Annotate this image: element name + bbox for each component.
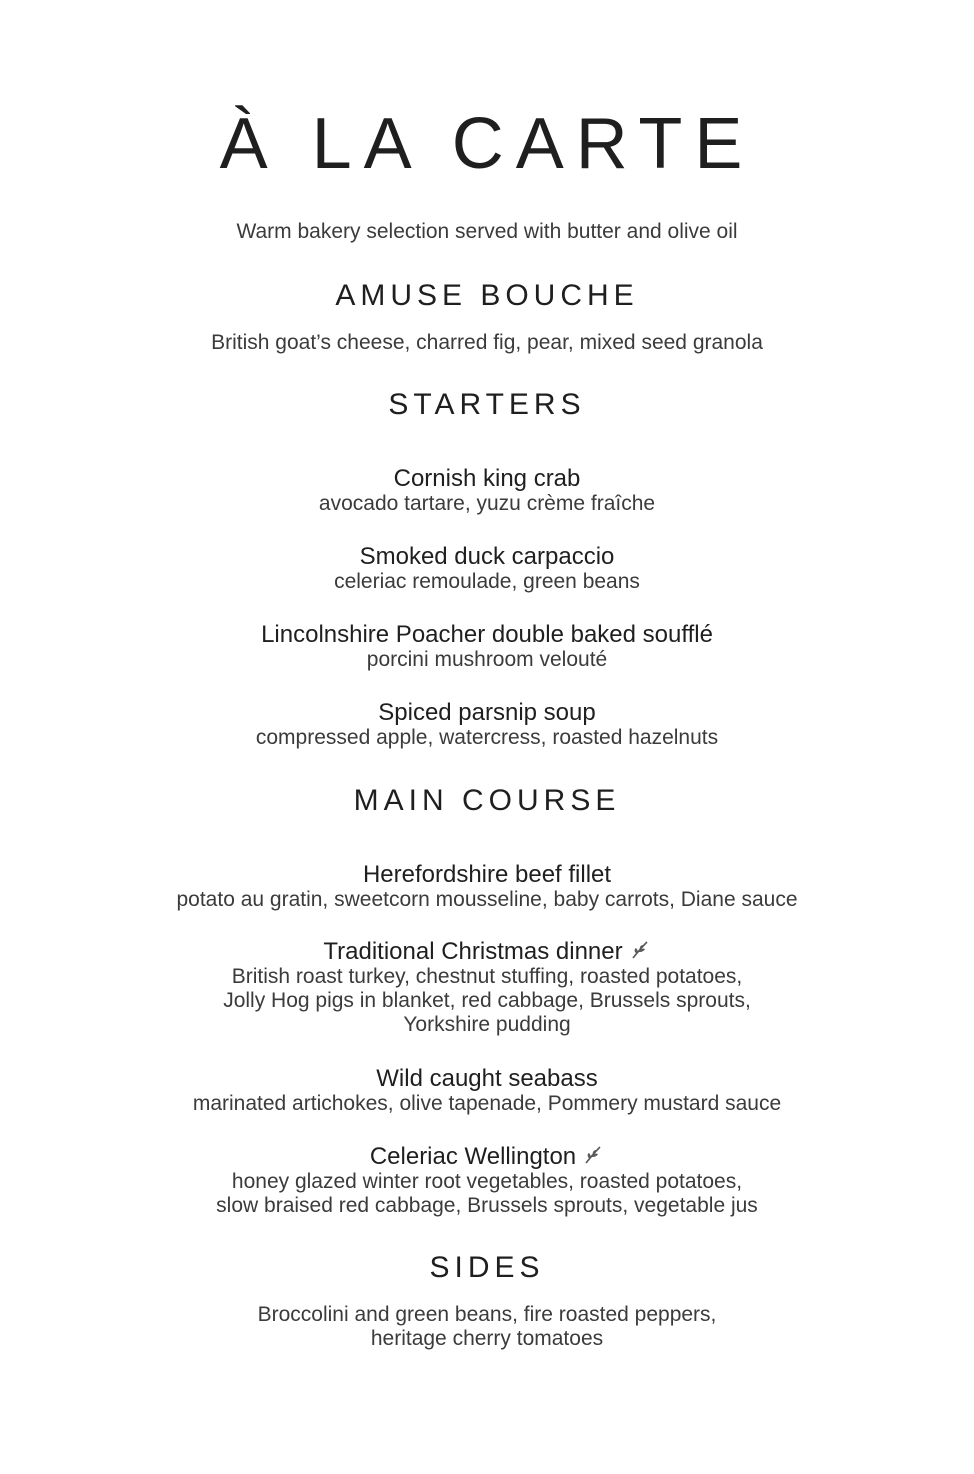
- menu-item-description-line: slow braised red cabbage, Brussels sprouts, vegetable jus: [216, 1194, 758, 1217]
- sides-text-line: Broccolini and green beans, fire roasted peppers,: [257, 1303, 717, 1326]
- menu-item-name: Smoked duck carpaccio: [359, 543, 615, 570]
- amuse-bouche-text: British goat’s cheese, charred fig, pear, mixed seed granola: [211, 331, 763, 354]
- vegetarian-leaf-icon: [629, 939, 651, 961]
- menu-item-name-row: [0, 939, 974, 965]
- menu-item-description: celeriac remoulade, green beans: [334, 570, 640, 593]
- menu-item: [0, 466, 974, 516]
- menu-item-name: Herefordshire beef fillet: [362, 861, 612, 888]
- section-heading-amuse-bouche: AMUSE BOUCHE: [335, 279, 639, 312]
- section-heading-main-course: MAIN COURSE: [353, 784, 621, 817]
- menu-item-name: Traditional Christmas dinner: [323, 938, 623, 965]
- menu-item-description: avocado tartare, yuzu crème fraîche: [318, 492, 656, 515]
- menu-item-name: Spiced parsnip soup: [378, 699, 596, 726]
- menu-item: [0, 544, 974, 594]
- menu-item-name: Cornish king crab: [393, 465, 581, 492]
- menu-item-name: Celeriac Wellington: [369, 1143, 577, 1170]
- menu-item: [0, 862, 974, 912]
- sides-text-line: heritage cherry tomatoes: [370, 1327, 604, 1350]
- menu-item-description: marinated artichokes, olive tapenade, Pommery mustard sauce: [192, 1092, 782, 1115]
- menu-item: [0, 1144, 974, 1218]
- menu-item-description-line: British roast turkey, chestnut stuffing, roasted potatoes,: [231, 965, 743, 988]
- menu-item-name-row: [0, 1144, 974, 1170]
- menu-item-name: Wild caught seabass: [376, 1065, 598, 1092]
- menu-item-name: Lincolnshire Poacher double baked soufflé: [261, 621, 713, 648]
- menu-item-description-line: Yorkshire pudding: [403, 1013, 571, 1036]
- menu-item: [0, 622, 974, 672]
- menu-item: [0, 700, 974, 750]
- section-heading-starters: STARTERS: [388, 388, 586, 421]
- menu-item: [0, 1066, 974, 1116]
- intro-text: Warm bakery selection served with butter and olive oil: [236, 220, 738, 243]
- menu-item-description: potato au gratin, sweetcorn mousseline, baby carrots, Diane sauce: [176, 888, 798, 911]
- section-heading-sides: SIDES: [429, 1251, 545, 1284]
- vegetarian-leaf-icon: [582, 1144, 604, 1166]
- menu-item-description: porcini mushroom velouté: [366, 648, 608, 671]
- menu-item-description: compressed apple, watercress, roasted hazelnuts: [255, 726, 719, 749]
- page-title: À LA CARTE: [219, 104, 755, 184]
- menu-item-description-line: honey glazed winter root vegetables, roasted potatoes,: [231, 1170, 743, 1193]
- menu-item-description-line: Jolly Hog pigs in blanket, red cabbage, Brussels sprouts,: [223, 989, 751, 1012]
- menu-item: [0, 939, 974, 1037]
